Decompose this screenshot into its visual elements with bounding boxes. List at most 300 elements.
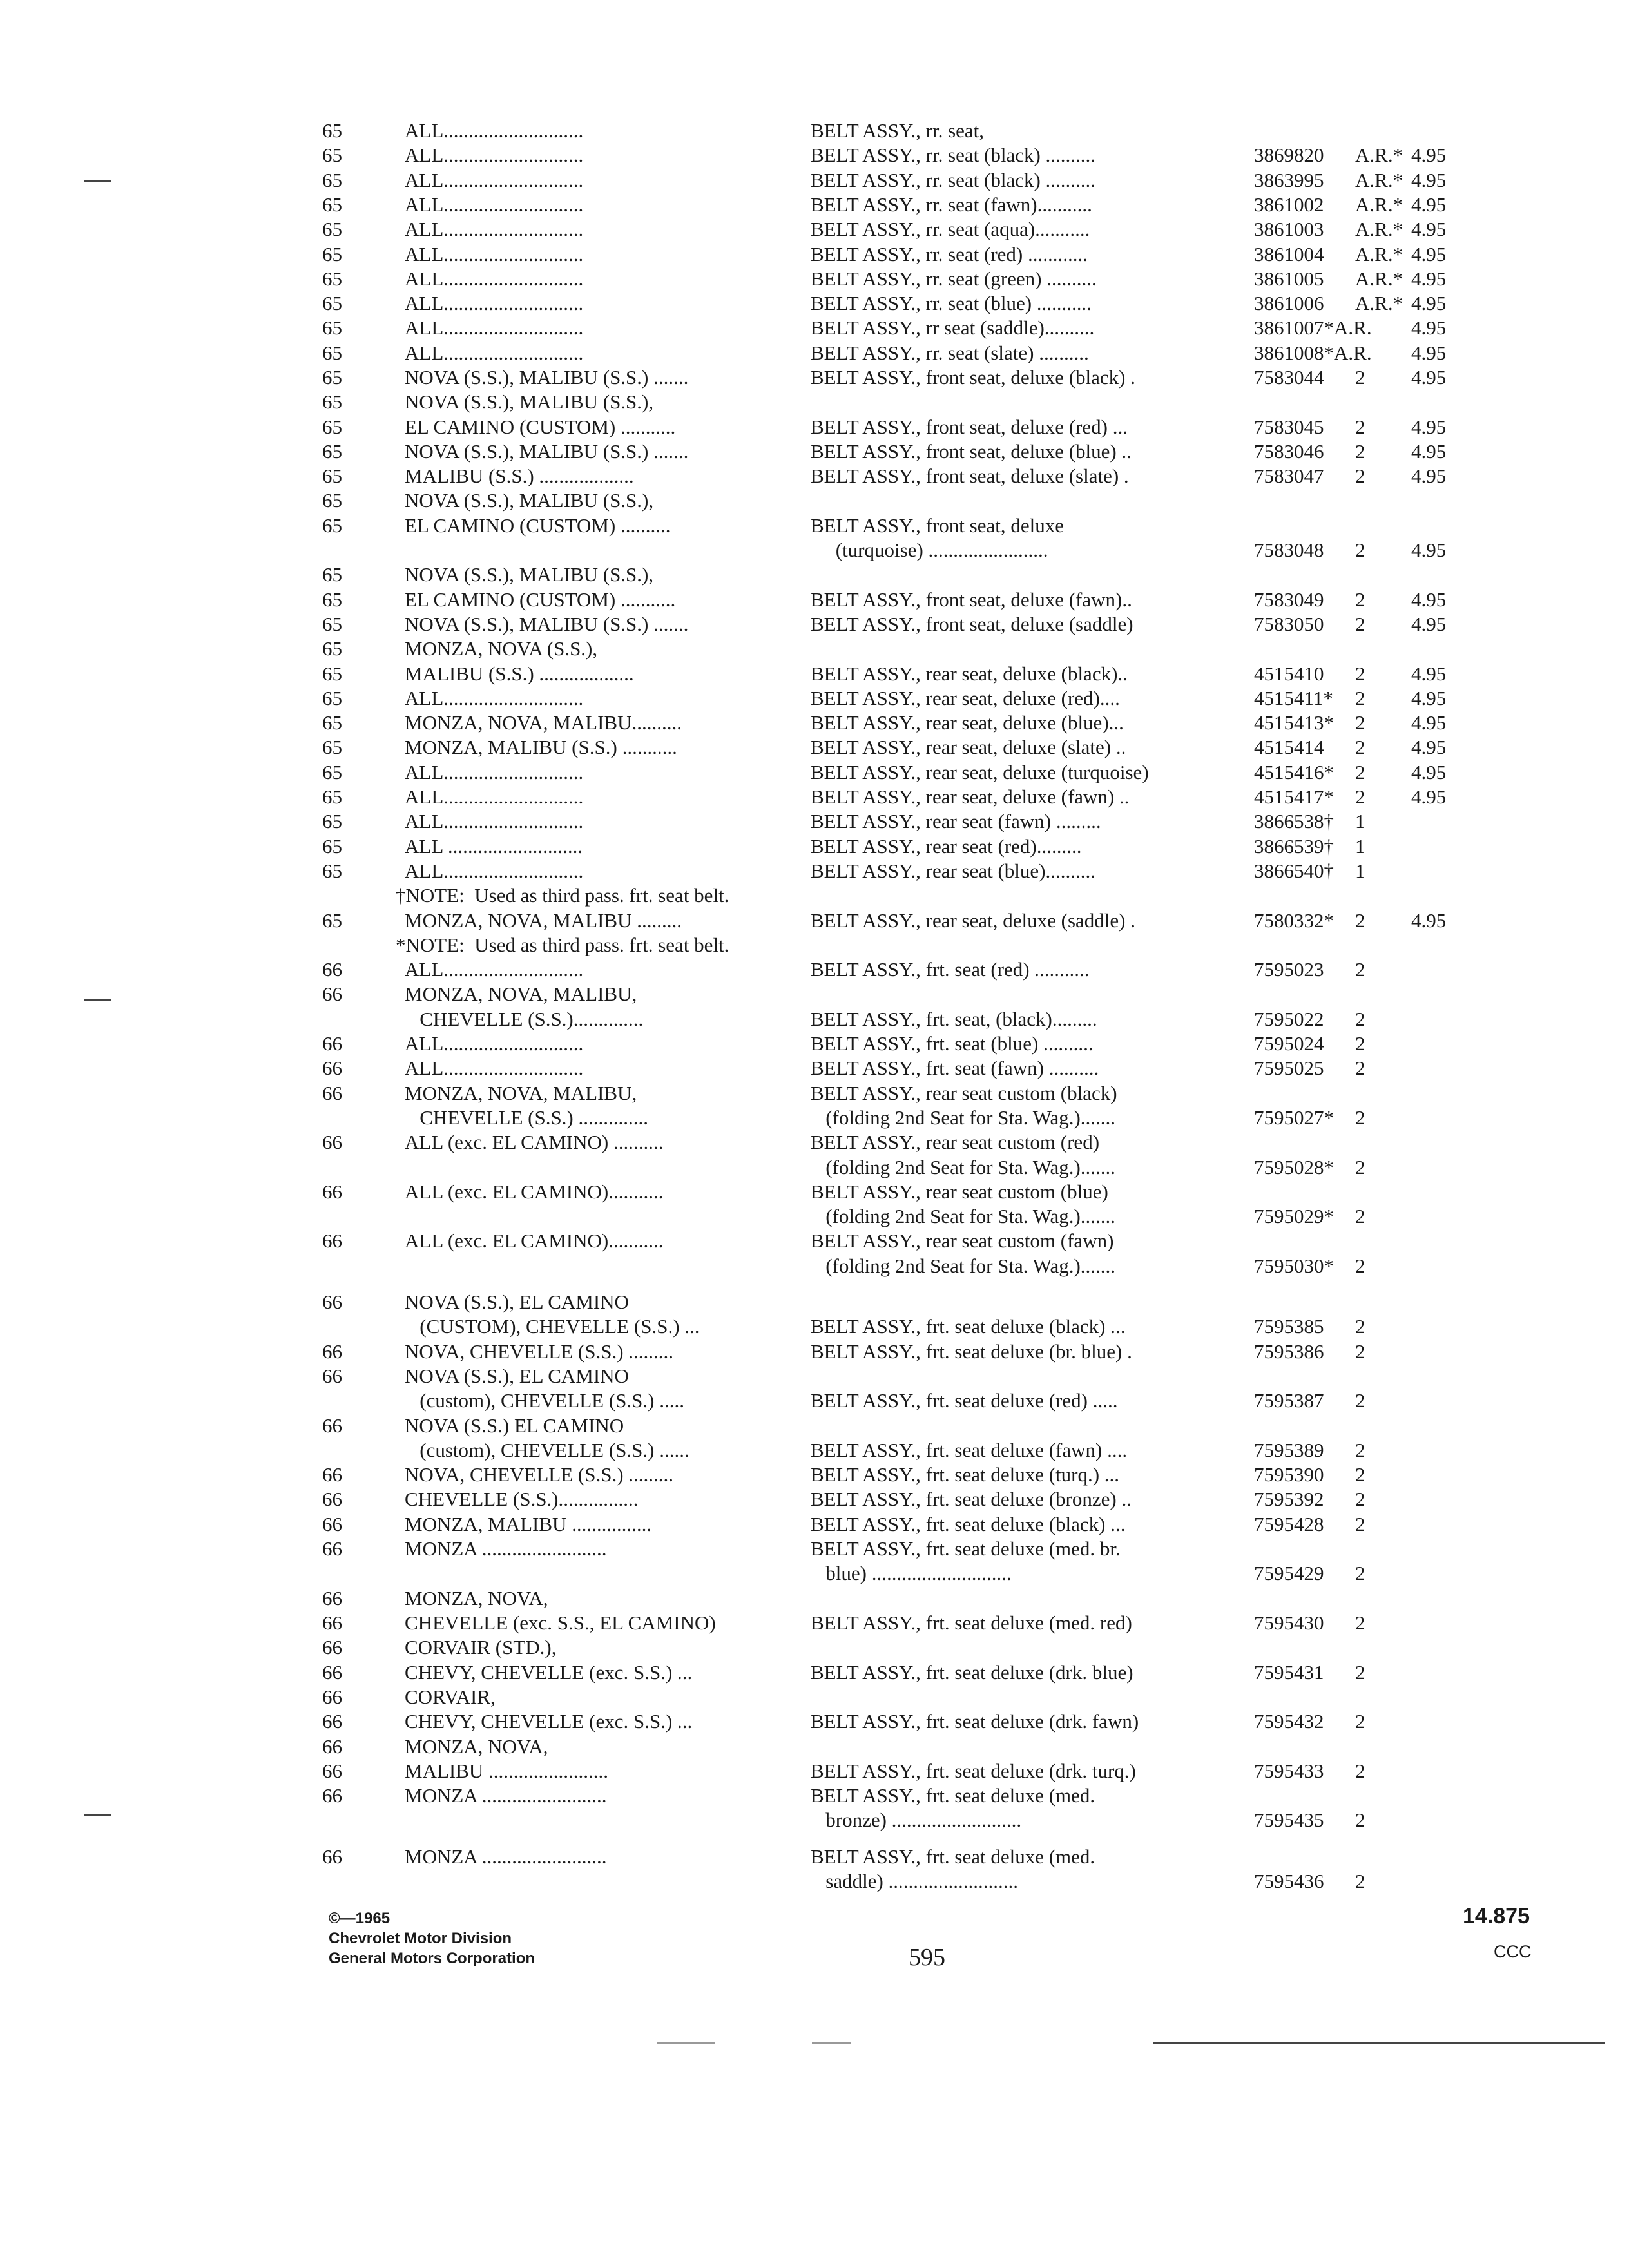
description-cell: BELT ASSY., frt. seat, (black)......... <box>811 1008 1097 1030</box>
model-cell: MALIBU ........................ <box>405 1760 609 1782</box>
year-cell: 65 <box>322 119 342 142</box>
quantity-cell: A.R.* <box>1355 243 1403 265</box>
price-cell: 4.95 <box>1411 416 1447 438</box>
year-cell: 65 <box>322 169 342 191</box>
part-number-cell: 7583045 <box>1254 416 1324 438</box>
year-cell: 66 <box>322 1414 342 1437</box>
quantity-cell: A.R.* <box>1355 144 1403 166</box>
model-cell: NOVA (S.S.), EL CAMINO <box>405 1291 629 1313</box>
description-cell: (folding 2nd Seat for Sta. Wag.)....... <box>811 1156 1116 1178</box>
description-cell: BELT ASSY., frt. seat deluxe (med. red) <box>811 1611 1132 1634</box>
year-cell: 65 <box>322 243 342 265</box>
model-cell: NOVA, CHEVELLE (S.S.) ......... <box>405 1340 674 1363</box>
price-cell: 4.95 <box>1411 169 1447 191</box>
part-number-cell: 3861002 <box>1254 193 1324 216</box>
part-number-cell: 7595433 <box>1254 1760 1324 1782</box>
parts-row <box>0 1845 1629 1869</box>
quantity-cell: 2 <box>1355 1106 1365 1129</box>
description-cell: BELT ASSY., front seat, deluxe (blue) .. <box>811 440 1132 463</box>
price-cell: 4.95 <box>1411 316 1447 339</box>
description-cell: BELT ASSY., rr. seat (aqua)........... <box>811 218 1090 240</box>
footnote-row <box>0 883 1629 908</box>
description-cell: BELT ASSY., front seat, deluxe (saddle) <box>811 613 1133 635</box>
year-cell: 65 <box>322 588 342 611</box>
price-cell: 4.95 <box>1411 465 1447 487</box>
parts-row <box>0 1709 1629 1734</box>
year-cell: 65 <box>322 292 342 314</box>
model-cell: MALIBU (S.S.) ................... <box>405 465 634 487</box>
parts-row <box>0 1759 1629 1783</box>
year-cell: 66 <box>322 1661 342 1684</box>
quantity-cell: 2 <box>1355 539 1365 561</box>
parts-row <box>0 365 1629 390</box>
parts-row <box>0 637 1629 661</box>
model-cell: MONZA, NOVA (S.S.), <box>405 637 598 660</box>
description-cell: BELT ASSY., rear seat, deluxe (slate) .. <box>811 736 1126 758</box>
year-cell: 66 <box>322 1082 342 1104</box>
description-cell: BELT ASSY., frt. seat deluxe (drk. fawn) <box>811 1710 1139 1733</box>
description-cell: BELT ASSY., rear seat, deluxe (blue)... <box>811 711 1124 734</box>
year-cell: 65 <box>322 465 342 487</box>
parts-row <box>0 538 1629 562</box>
description-cell: (turquoise) ........................ <box>811 539 1048 561</box>
part-number-cell: 3861007*A.R. <box>1254 316 1372 339</box>
year-cell: 65 <box>322 144 342 166</box>
description-cell: BELT ASSY., rear seat, deluxe (black).. <box>811 662 1128 685</box>
year-cell: 65 <box>322 514 342 537</box>
quantity-cell: A.R.* <box>1355 267 1403 290</box>
model-cell: MONZA ......................... <box>405 1845 607 1868</box>
parts-row <box>0 1389 1629 1413</box>
description-cell: BELT ASSY., rear seat (fawn) ......... <box>811 810 1101 832</box>
model-cell: ALL............................ <box>405 193 584 216</box>
parts-row <box>0 1364 1629 1389</box>
price-cell: 4.95 <box>1411 267 1447 290</box>
quantity-cell: 2 <box>1355 1315 1365 1338</box>
year-cell: 65 <box>322 711 342 734</box>
quantity-cell: 2 <box>1355 1488 1365 1510</box>
price-cell: 4.95 <box>1411 539 1447 561</box>
price-cell: 4.95 <box>1411 909 1447 932</box>
year-cell: 65 <box>322 489 342 512</box>
model-cell: MONZA, NOVA, <box>405 1587 548 1610</box>
model-cell: ALL............................ <box>405 341 584 364</box>
description-cell: BELT ASSY., frt. seat (red) ........... <box>811 958 1090 981</box>
description-cell: BELT ASSY., frt. seat (blue) .......... <box>811 1032 1094 1055</box>
part-number-cell: 3863995 <box>1254 169 1324 191</box>
part-number-cell: 3866539† <box>1254 835 1334 858</box>
parts-row <box>0 1735 1629 1759</box>
description-cell: BELT ASSY., rr. seat (fawn)........... <box>811 193 1092 216</box>
description-cell: BELT ASSY., frt. seat deluxe (black) ... <box>811 1513 1126 1535</box>
parts-row <box>0 1254 1629 1278</box>
parts-row <box>0 908 1629 933</box>
year-cell: 65 <box>322 909 342 932</box>
quantity-cell: A.R.* <box>1355 193 1403 216</box>
parts-row <box>0 341 1629 365</box>
quantity-cell: 2 <box>1355 1513 1365 1535</box>
year-cell: 65 <box>322 761 342 783</box>
model-cell: CORVAIR, <box>405 1686 496 1708</box>
model-cell: EL CAMINO (CUSTOM) ........... <box>405 416 676 438</box>
description-cell: BELT ASSY., frt. seat deluxe (turq.) ... <box>811 1463 1120 1486</box>
year-cell: 66 <box>322 1291 342 1313</box>
part-number-cell: 7595029* <box>1254 1205 1334 1227</box>
model-cell: NOVA (S.S.), MALIBU (S.S.) ....... <box>405 366 689 389</box>
model-cell: MONZA, MALIBU ................ <box>405 1513 652 1535</box>
description-cell: BELT ASSY., front seat, deluxe (slate) . <box>811 465 1129 487</box>
part-number-cell: 3861006 <box>1254 292 1324 314</box>
part-number-cell: 7595431 <box>1254 1661 1324 1684</box>
model-cell: ALL ........................... <box>405 835 583 858</box>
parts-row <box>0 316 1629 340</box>
description-cell: BELT ASSY., rear seat, deluxe (fawn) .. <box>811 785 1130 808</box>
quantity-cell: 2 <box>1355 1463 1365 1486</box>
model-cell: NOVA (S.S.), MALIBU (S.S.), <box>405 390 654 413</box>
parts-row <box>0 588 1629 612</box>
parts-row <box>0 242 1629 267</box>
description-cell: BELT ASSY., rr seat (saddle).......... <box>811 316 1095 339</box>
model-cell: NOVA (S.S.), MALIBU (S.S.) ....... <box>405 613 689 635</box>
quantity-cell: 2 <box>1355 1008 1365 1030</box>
part-number-cell: 7595027* <box>1254 1106 1334 1129</box>
description-cell: BELT ASSY., frt. seat deluxe (bronze) .. <box>811 1488 1132 1510</box>
parts-row <box>0 1869 1629 1894</box>
quantity-cell: 2 <box>1355 662 1365 685</box>
parts-row <box>0 415 1629 439</box>
parts-row <box>0 1487 1629 1512</box>
model-cell: NOVA (S.S.), MALIBU (S.S.) ....... <box>405 440 689 463</box>
quantity-cell: 2 <box>1355 613 1365 635</box>
description-cell: BELT ASSY., rear seat, deluxe (red).... <box>811 687 1120 709</box>
part-number-cell: 7583044 <box>1254 366 1324 389</box>
publisher-block <box>329 1908 535 1968</box>
quantity-cell: 2 <box>1355 1809 1365 1831</box>
parts-row <box>0 686 1629 711</box>
year-cell: 66 <box>322 1365 342 1387</box>
part-number-cell: 3861004 <box>1254 243 1324 265</box>
parts-row <box>0 1783 1629 1808</box>
footnote-text: *NOTE: Used as third pass. frt. seat belt. <box>396 934 729 956</box>
year-cell: 66 <box>322 1760 342 1782</box>
price-cell: 4.95 <box>1411 243 1447 265</box>
description-cell: BELT ASSY., rear seat (red)......... <box>811 835 1082 858</box>
model-cell: ALL............................ <box>405 810 584 832</box>
model-cell: ALL............................ <box>405 860 584 882</box>
part-number-cell: 7595024 <box>1254 1032 1324 1055</box>
quantity-cell: 2 <box>1355 1389 1365 1412</box>
year-cell: 66 <box>322 1340 342 1363</box>
group-code: 14.875 <box>1463 1904 1530 1928</box>
description-cell: BELT ASSY., frt. seat deluxe (med. <box>811 1845 1095 1868</box>
part-number-cell: 7595387 <box>1254 1389 1324 1412</box>
price-cell: 4.95 <box>1411 761 1447 783</box>
bottom-edge-dash <box>812 2042 851 2044</box>
parts-row <box>0 612 1629 637</box>
description-cell: BELT ASSY., rr. seat (black) .......... <box>811 169 1096 191</box>
description-cell: BELT ASSY., frt. seat deluxe (br. blue) . <box>811 1340 1132 1363</box>
model-cell: CHEVELLE (exc. S.S., EL CAMINO) <box>405 1611 716 1634</box>
model-cell: MONZA, NOVA, MALIBU, <box>405 983 637 1005</box>
catalog-code: CCC <box>1494 1942 1532 1961</box>
part-number-cell: 4515410 <box>1254 662 1324 685</box>
year-cell: 66 <box>322 958 342 981</box>
year-cell: 66 <box>322 1537 342 1560</box>
quantity-cell: A.R.* <box>1355 169 1403 191</box>
year-cell: 65 <box>322 366 342 389</box>
description-cell: BELT ASSY., rear seat, deluxe (saddle) . <box>811 909 1135 932</box>
part-number-cell: 7595025 <box>1254 1057 1324 1079</box>
year-cell: 65 <box>322 563 342 586</box>
parts-row <box>0 1561 1629 1586</box>
part-number-cell: 7583046 <box>1254 440 1324 463</box>
description-cell: (folding 2nd Seat for Sta. Wag.)....... <box>811 1106 1116 1129</box>
model-cell: ALL............................ <box>405 1057 584 1079</box>
part-number-cell: 3866540† <box>1254 860 1334 882</box>
part-number-cell: 7595385 <box>1254 1315 1324 1338</box>
model-cell: (CUSTOM), CHEVELLE (S.S.) ... <box>405 1315 700 1338</box>
bottom-edge-dash <box>657 2042 715 2044</box>
parts-row <box>0 859 1629 883</box>
price-cell: 4.95 <box>1411 366 1447 389</box>
model-cell: CHEVY, CHEVELLE (exc. S.S.) ... <box>405 1710 693 1733</box>
quantity-cell: 2 <box>1355 761 1365 783</box>
model-cell: ALL............................ <box>405 785 584 808</box>
part-number-cell: 3869820 <box>1254 144 1324 166</box>
parts-row <box>0 1463 1629 1487</box>
model-cell: ALL (exc. EL CAMINO) .......... <box>405 1131 664 1153</box>
quantity-cell: 1 <box>1355 860 1365 882</box>
year-cell: 65 <box>322 662 342 685</box>
parts-row <box>0 1611 1629 1635</box>
year-cell: 65 <box>322 416 342 438</box>
parts-row <box>0 760 1629 785</box>
parts-row <box>0 1229 1629 1253</box>
margin-mark <box>84 180 111 182</box>
model-cell: ALL............................ <box>405 169 584 191</box>
model-cell: ALL............................ <box>405 316 584 339</box>
year-cell: 65 <box>322 860 342 882</box>
year-cell: 65 <box>322 440 342 463</box>
model-cell: NOVA (S.S.), MALIBU (S.S.), <box>405 489 654 512</box>
parts-row <box>0 1032 1629 1056</box>
model-cell: CHEVELLE (S.S.).............. <box>405 1008 644 1030</box>
quantity-cell: 2 <box>1355 711 1365 734</box>
quantity-cell: 2 <box>1355 1156 1365 1178</box>
parts-row <box>0 957 1629 982</box>
parts-row <box>0 514 1629 538</box>
part-number-cell: 4515413* <box>1254 711 1334 734</box>
model-cell: ALL............................ <box>405 267 584 290</box>
year-cell: 66 <box>322 1587 342 1610</box>
quantity-cell: 1 <box>1355 810 1365 832</box>
description-cell: BELT ASSY., rr. seat, <box>811 119 985 142</box>
description-cell: BELT ASSY., front seat, deluxe (red) ... <box>811 416 1128 438</box>
year-cell: 65 <box>322 736 342 758</box>
footnote-row <box>0 933 1629 957</box>
parts-row <box>0 488 1629 513</box>
description-cell: BELT ASSY., frt. seat deluxe (fawn) .... <box>811 1439 1128 1461</box>
year-cell: 65 <box>322 687 342 709</box>
model-cell: (custom), CHEVELLE (S.S.) ..... <box>405 1389 684 1412</box>
quantity-cell: 2 <box>1355 736 1365 758</box>
quantity-cell: 2 <box>1355 1254 1365 1277</box>
year-cell: 66 <box>322 983 342 1005</box>
quantity-cell: 2 <box>1355 909 1365 932</box>
year-cell: 66 <box>322 1686 342 1708</box>
price-cell: 4.95 <box>1411 292 1447 314</box>
parts-row <box>0 291 1629 316</box>
description-cell: BELT ASSY., rear seat (blue).......... <box>811 860 1096 882</box>
model-cell: ALL............................ <box>405 958 584 981</box>
description-cell: BELT ASSY., rear seat custom (blue) <box>811 1180 1108 1203</box>
quantity-cell: 2 <box>1355 958 1365 981</box>
model-cell: MONZA, NOVA, MALIBU ......... <box>405 909 682 932</box>
price-cell: 4.95 <box>1411 588 1447 611</box>
part-number-cell: 7595022 <box>1254 1008 1324 1030</box>
part-number-cell: 3861008*A.R. <box>1254 341 1372 364</box>
model-cell: ALL............................ <box>405 119 584 142</box>
description-cell: BELT ASSY., frt. seat deluxe (black) ... <box>811 1315 1126 1338</box>
part-number-cell: 7595023 <box>1254 958 1324 981</box>
quantity-cell: 2 <box>1355 785 1365 808</box>
parts-row <box>0 119 1629 143</box>
description-cell: BELT ASSY., frt. seat deluxe (med. br. <box>811 1537 1121 1560</box>
description-cell: BELT ASSY., rear seat custom (fawn) <box>811 1229 1114 1252</box>
description-cell: BELT ASSY., front seat, deluxe (fawn).. <box>811 588 1132 611</box>
model-cell: EL CAMINO (CUSTOM) ........... <box>405 588 676 611</box>
description-cell: BELT ASSY., rr. seat (blue) ........... <box>811 292 1092 314</box>
quantity-cell: 2 <box>1355 440 1365 463</box>
part-number-cell: 7595392 <box>1254 1488 1324 1510</box>
part-number-cell: 7595429 <box>1254 1562 1324 1584</box>
description-cell: bronze) .......................... <box>811 1809 1022 1831</box>
model-cell: MONZA ......................... <box>405 1537 607 1560</box>
price-cell: 4.95 <box>1411 144 1447 166</box>
parts-row <box>0 982 1629 1006</box>
parts-row <box>0 662 1629 686</box>
description-cell: BELT ASSY., rr. seat (slate) .......... <box>811 341 1089 364</box>
part-number-cell: 3861005 <box>1254 267 1324 290</box>
parts-row <box>0 1414 1629 1438</box>
description-cell: BELT ASSY., frt. seat deluxe (drk. blue) <box>811 1661 1133 1684</box>
parts-row <box>0 1314 1629 1339</box>
year-cell: 65 <box>322 390 342 413</box>
copyright-line: ©—1965 <box>329 1910 390 1927</box>
year-cell: 65 <box>322 193 342 216</box>
year-cell: 65 <box>322 613 342 635</box>
price-cell: 4.95 <box>1411 687 1447 709</box>
part-number-cell: 7595432 <box>1254 1710 1324 1733</box>
quantity-cell: A.R.* <box>1355 218 1403 240</box>
parts-row <box>0 1106 1629 1130</box>
margin-mark <box>84 999 111 1001</box>
parts-row <box>0 217 1629 242</box>
description-cell: BELT ASSY., front seat, deluxe (black) . <box>811 366 1135 389</box>
footnote-text: †NOTE: Used as third pass. frt. seat belt. <box>396 884 729 907</box>
description-cell: BELT ASSY., rear seat custom (red) <box>811 1131 1100 1153</box>
model-cell: CHEVY, CHEVELLE (exc. S.S.) ... <box>405 1661 693 1684</box>
year-cell: 66 <box>322 1131 342 1153</box>
quantity-cell: 2 <box>1355 416 1365 438</box>
model-cell: MONZA, NOVA, MALIBU.......... <box>405 711 682 734</box>
description-cell: blue) ............................ <box>811 1562 1012 1584</box>
quantity-cell: 2 <box>1355 366 1365 389</box>
parts-row <box>0 464 1629 488</box>
model-cell: MONZA, NOVA, <box>405 1735 548 1758</box>
part-number-cell: 3866538† <box>1254 810 1334 832</box>
description-cell: BELT ASSY., rr. seat (red) ............ <box>811 243 1088 265</box>
year-cell: 66 <box>322 1784 342 1807</box>
parts-row <box>0 834 1629 859</box>
model-cell: ALL............................ <box>405 1032 584 1055</box>
price-cell: 4.95 <box>1411 440 1447 463</box>
price-cell: 4.95 <box>1411 736 1447 758</box>
part-number-cell: 7595428 <box>1254 1513 1324 1535</box>
parts-row <box>0 1340 1629 1364</box>
description-cell: BELT ASSY., rr. seat (green) .......... <box>811 267 1097 290</box>
part-number-cell: 7595390 <box>1254 1463 1324 1486</box>
year-cell: 65 <box>322 785 342 808</box>
parts-row <box>0 1660 1629 1685</box>
part-number-cell: 4515414 <box>1254 736 1324 758</box>
parts-row <box>0 1512 1629 1537</box>
part-number-cell: 7583049 <box>1254 588 1324 611</box>
parts-row <box>0 809 1629 834</box>
model-cell: ALL............................ <box>405 292 584 314</box>
year-cell: 66 <box>322 1229 342 1252</box>
price-cell: 4.95 <box>1411 613 1447 635</box>
quantity-cell: 2 <box>1355 1562 1365 1584</box>
price-cell: 4.95 <box>1411 662 1447 685</box>
parts-row <box>0 1180 1629 1204</box>
description-cell: BELT ASSY., frt. seat deluxe (drk. turq.) <box>811 1760 1136 1782</box>
description-cell: BELT ASSY., frt. seat (fawn) .......... <box>811 1057 1099 1079</box>
year-cell: 65 <box>322 316 342 339</box>
part-number-cell: 7595435 <box>1254 1809 1324 1831</box>
quantity-cell: 2 <box>1355 1661 1365 1684</box>
part-number-cell: 7583050 <box>1254 613 1324 635</box>
parts-row <box>0 1586 1629 1611</box>
quantity-cell: 2 <box>1355 1032 1365 1055</box>
model-cell: MONZA ......................... <box>405 1784 607 1807</box>
year-cell: 66 <box>322 1845 342 1868</box>
price-cell: 4.95 <box>1411 218 1447 240</box>
year-cell: 66 <box>322 1057 342 1079</box>
model-cell: CORVAIR (STD.), <box>405 1636 557 1658</box>
quantity-cell: 2 <box>1355 1870 1365 1892</box>
price-cell: 4.95 <box>1411 785 1447 808</box>
year-cell: 66 <box>322 1513 342 1535</box>
model-cell: NOVA (S.S.), MALIBU (S.S.), <box>405 563 654 586</box>
quantity-cell: 2 <box>1355 465 1365 487</box>
parts-row <box>0 439 1629 464</box>
year-cell: 66 <box>322 1611 342 1634</box>
year-cell: 65 <box>322 218 342 240</box>
quantity-cell: 2 <box>1355 588 1365 611</box>
corporation-name: General Motors Corporation <box>329 1950 535 1967</box>
quantity-cell: 2 <box>1355 1205 1365 1227</box>
model-cell: NOVA (S.S.), EL CAMINO <box>405 1365 629 1387</box>
price-cell: 4.95 <box>1411 193 1447 216</box>
quantity-cell: 2 <box>1355 1760 1365 1782</box>
part-number-cell: 7595389 <box>1254 1439 1324 1461</box>
description-cell: BELT ASSY., rear seat custom (black) <box>811 1082 1117 1104</box>
parts-row <box>0 143 1629 168</box>
description-cell: (folding 2nd Seat for Sta. Wag.)....... <box>811 1205 1116 1227</box>
model-cell: ALL (exc. EL CAMINO)........... <box>405 1229 664 1252</box>
division-name: Chevrolet Motor Division <box>329 1930 512 1947</box>
